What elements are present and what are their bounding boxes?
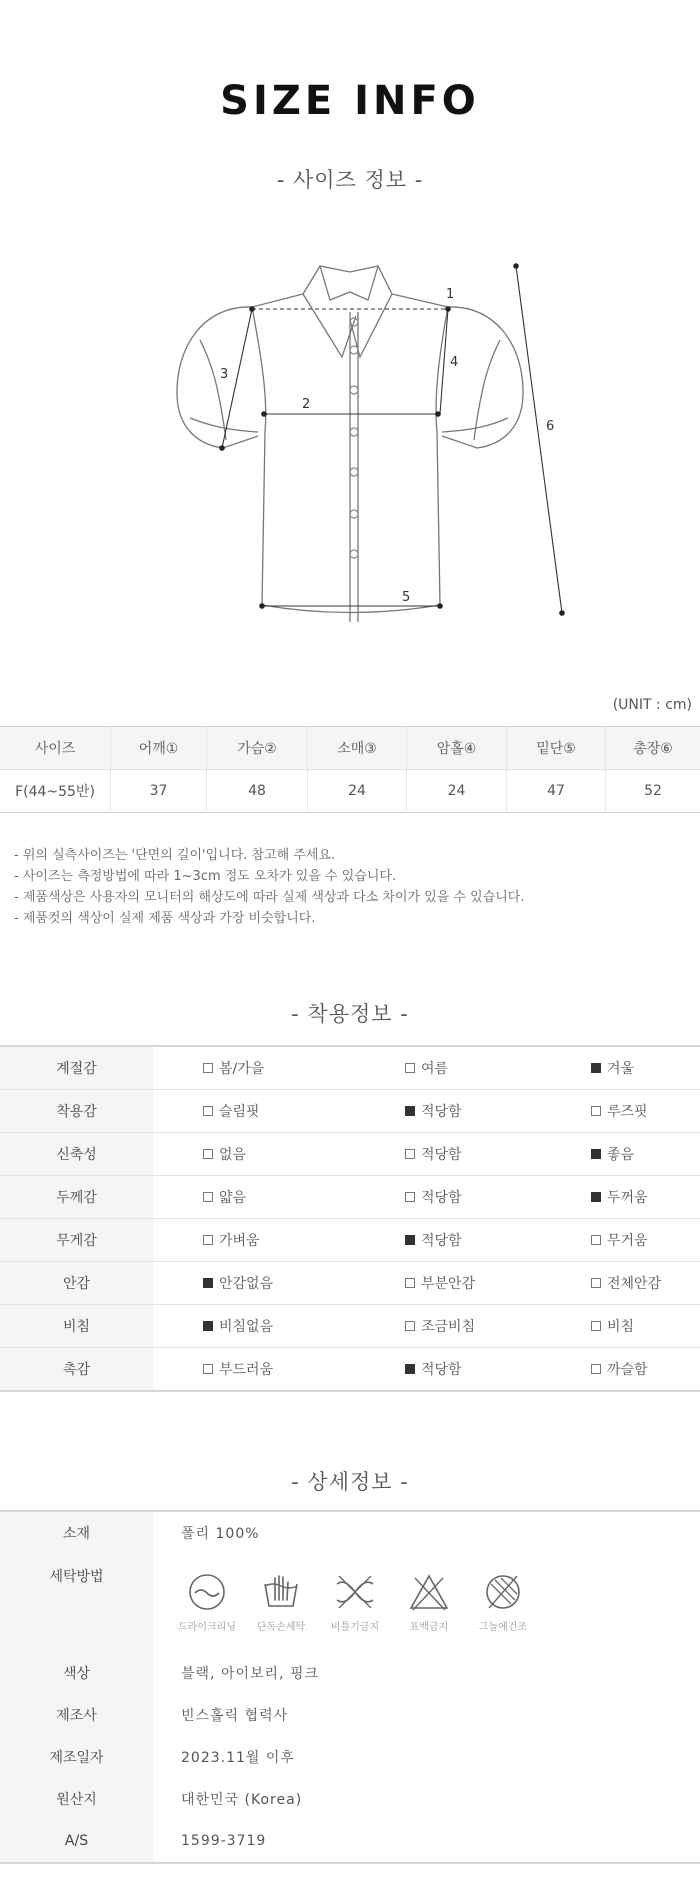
fit-option (591, 1230, 648, 1250)
wash-item (175, 1570, 239, 1633)
detail-section-title: - 상세정보 - (291, 1470, 409, 1494)
wash-label: 표백금지 (409, 1622, 449, 1633)
unchecked-box-icon (203, 1106, 213, 1116)
detail-row-washing (0, 1554, 700, 1652)
washing-label: 세탁방법 (0, 1554, 153, 1652)
hand-wash-icon (259, 1570, 303, 1614)
header-shoulder: 어깨① (111, 727, 207, 770)
measurement-lines (222, 266, 562, 613)
material-label: 소재 (0, 1511, 153, 1554)
fit-option-label: 가벼움 (219, 1233, 260, 1249)
maker-value: 빈스홀릭 협력사 (181, 1708, 289, 1724)
date-label: 제조일자 (0, 1736, 153, 1778)
as-label: A/S (0, 1820, 153, 1863)
detail-row-as (0, 1820, 700, 1863)
unchecked-box-icon (203, 1149, 213, 1159)
fit-option (591, 1058, 634, 1078)
fit-option-label: 봄/가을 (219, 1061, 265, 1077)
fit-option (203, 1316, 273, 1336)
fit-row-label: 두께감 (0, 1176, 153, 1219)
fit-row-label: 계절감 (0, 1046, 153, 1090)
cell-size: F(44~55반) (0, 770, 111, 813)
origin-value: 대한민국 (Korea) (181, 1792, 303, 1808)
fit-option-label: 얇음 (219, 1190, 247, 1206)
fit-option (203, 1230, 260, 1250)
fit-option (203, 1187, 246, 1207)
wash-item (397, 1570, 461, 1633)
fit-row (0, 1262, 700, 1305)
fit-option (405, 1359, 462, 1379)
label-chest: 2 (302, 397, 311, 412)
fit-option-label: 적당함 (421, 1147, 462, 1163)
table-row (0, 770, 700, 813)
unchecked-box-icon (203, 1235, 213, 1245)
date-value: 2023.11월 이후 (181, 1750, 295, 1766)
checked-box-icon (405, 1364, 415, 1374)
cell-sleeve: 24 (308, 770, 407, 813)
dry-clean-icon (185, 1570, 229, 1614)
unchecked-box-icon (405, 1192, 415, 1202)
header-size: 사이즈 (0, 727, 111, 770)
fit-option-label: 부드러움 (219, 1362, 274, 1378)
as-value: 1599-3719 (153, 1820, 700, 1863)
fit-option (405, 1316, 475, 1336)
fit-option (405, 1187, 462, 1207)
fit-option-label: 까슬함 (607, 1362, 648, 1378)
fit-option-label: 적당함 (421, 1233, 462, 1249)
cell-chest: 48 (207, 770, 308, 813)
unchecked-box-icon (405, 1321, 415, 1331)
fit-option (591, 1144, 634, 1164)
size-table-header (0, 727, 700, 770)
fit-option (591, 1273, 661, 1293)
checked-box-icon (591, 1063, 601, 1073)
fit-row (0, 1133, 700, 1176)
fit-option-label: 슬림핏 (219, 1104, 260, 1120)
fit-row (0, 1348, 700, 1392)
note-item: - 제품색상은 사용자의 모니터의 해상도에 따라 실제 색상과 다소 차이가 있을 수 있습니다. (14, 890, 525, 905)
unchecked-box-icon (405, 1278, 415, 1288)
cell-hem: 47 (507, 770, 606, 813)
size-table (0, 726, 700, 813)
fit-row-label: 무게감 (0, 1219, 153, 1262)
fit-row (0, 1176, 700, 1219)
note-item: - 위의 실측사이즈는 '단면의 길이'입니다. 참고해 주세요. (14, 848, 336, 863)
wash-label: 단독손세탁 (256, 1622, 306, 1633)
header-length: 총장⑥ (606, 727, 700, 770)
header-sleeve: 소매③ (308, 727, 407, 770)
fit-option-label: 비침없음 (219, 1319, 274, 1335)
button-marks (350, 318, 358, 558)
fit-option (591, 1187, 648, 1207)
label-shoulder: 1 (446, 287, 455, 302)
fit-option (405, 1273, 475, 1293)
label-sleeve: 3 (220, 367, 229, 382)
fit-row (0, 1305, 700, 1348)
wash-item (323, 1570, 387, 1633)
detail-row-maker (0, 1694, 700, 1736)
label-armhole: 4 (450, 355, 459, 370)
detail-row-color (0, 1652, 700, 1694)
unchecked-box-icon (405, 1063, 415, 1073)
wash-label: 비틀기금지 (330, 1622, 380, 1633)
fit-option (203, 1144, 246, 1164)
unchecked-box-icon (591, 1278, 601, 1288)
fit-option (203, 1058, 264, 1078)
fit-option-label: 조금비침 (421, 1319, 476, 1335)
wash-item (249, 1570, 313, 1633)
fit-row-label: 촉감 (0, 1348, 153, 1392)
fit-option (203, 1359, 273, 1379)
blouse-measurement-diagram (160, 255, 580, 635)
header-armhole: 암홀④ (407, 727, 507, 770)
label-length: 6 (546, 419, 555, 434)
checked-box-icon (591, 1192, 601, 1202)
origin-label: 원산지 (0, 1778, 153, 1820)
size-section-subtitle: - 사이즈 정보 - (276, 168, 424, 192)
header-hem: 밑단⑤ (507, 727, 606, 770)
shade-dry-icon (481, 1570, 525, 1614)
unchecked-box-icon (405, 1149, 415, 1159)
unchecked-box-icon (591, 1106, 601, 1116)
fit-row-label: 신축성 (0, 1133, 153, 1176)
unchecked-box-icon (203, 1364, 213, 1374)
color-label: 색상 (0, 1652, 153, 1694)
fit-option-label: 겨울 (607, 1061, 635, 1077)
checked-box-icon (203, 1278, 213, 1288)
fit-option-label: 좋음 (607, 1147, 635, 1163)
wash-label: 그늘에건조 (478, 1622, 528, 1633)
detail-row-material (0, 1511, 700, 1554)
fit-option-label: 안감없음 (219, 1276, 274, 1292)
note-item: - 제품컷의 색상이 실제 제품 색상과 가장 비슷합니다. (14, 911, 316, 926)
checked-box-icon (405, 1235, 415, 1245)
fit-option-label: 루즈핏 (607, 1104, 648, 1120)
fit-option-label: 적당함 (421, 1104, 462, 1120)
fit-option (405, 1058, 448, 1078)
washing-icons (153, 1554, 700, 1633)
measurement-points (219, 263, 565, 616)
unchecked-box-icon (591, 1364, 601, 1374)
fit-option-label: 부분안감 (421, 1276, 476, 1292)
checked-box-icon (203, 1321, 213, 1331)
wash-item (471, 1570, 535, 1633)
unchecked-box-icon (591, 1321, 601, 1331)
cell-armhole: 24 (407, 770, 507, 813)
fit-section-title: - 착용정보 - (291, 1002, 409, 1026)
fit-option-label: 적당함 (421, 1362, 462, 1378)
page-title: SIZE INFO (220, 78, 480, 124)
fit-info-table (0, 1045, 700, 1392)
fit-option-label: 없음 (219, 1147, 247, 1163)
wash-label: 드라이크리닝 (178, 1622, 236, 1633)
no-bleach-icon (407, 1570, 451, 1614)
maker-label: 제조사 (0, 1694, 153, 1736)
checked-box-icon (405, 1106, 415, 1116)
size-notes (14, 845, 525, 929)
fit-option (203, 1273, 273, 1293)
fit-row-label: 착용감 (0, 1090, 153, 1133)
fit-row (0, 1090, 700, 1133)
fit-option-label: 전체안감 (607, 1276, 662, 1292)
unchecked-box-icon (203, 1192, 213, 1202)
fit-option (405, 1144, 462, 1164)
fit-option (405, 1230, 462, 1250)
fit-option (203, 1101, 260, 1121)
fit-row-label: 비침 (0, 1305, 153, 1348)
cell-shoulder: 37 (111, 770, 207, 813)
unchecked-box-icon (591, 1235, 601, 1245)
cell-length: 52 (606, 770, 700, 813)
unit-label: (UNIT : cm) (612, 697, 692, 713)
fit-option-label: 두꺼움 (607, 1190, 648, 1206)
fit-option (591, 1316, 634, 1336)
fit-option-label: 적당함 (421, 1190, 462, 1206)
fit-option-label: 비침 (607, 1319, 635, 1335)
unchecked-box-icon (203, 1063, 213, 1073)
detail-info-table (0, 1510, 700, 1864)
detail-row-origin (0, 1778, 700, 1820)
fit-row-label: 안감 (0, 1262, 153, 1305)
label-hem: 5 (402, 590, 411, 605)
fit-option (591, 1359, 648, 1379)
color-value: 블랙, 아이보리, 핑크 (181, 1666, 319, 1682)
fit-option-label: 여름 (421, 1061, 449, 1077)
detail-row-date (0, 1736, 700, 1778)
blouse-outline (177, 266, 523, 622)
fit-row (0, 1046, 700, 1090)
no-tumble-dry-icon (333, 1570, 377, 1614)
material-value: 폴리 100% (153, 1511, 700, 1554)
checked-box-icon (591, 1149, 601, 1159)
fit-option (591, 1101, 648, 1121)
fit-option (405, 1101, 462, 1121)
header-chest: 가슴② (207, 727, 308, 770)
fit-row (0, 1219, 700, 1262)
fit-option-label: 무거움 (607, 1233, 648, 1249)
note-item: - 사이즈는 측정방법에 따라 1~3cm 정도 오차가 있을 수 있습니다. (14, 869, 397, 884)
